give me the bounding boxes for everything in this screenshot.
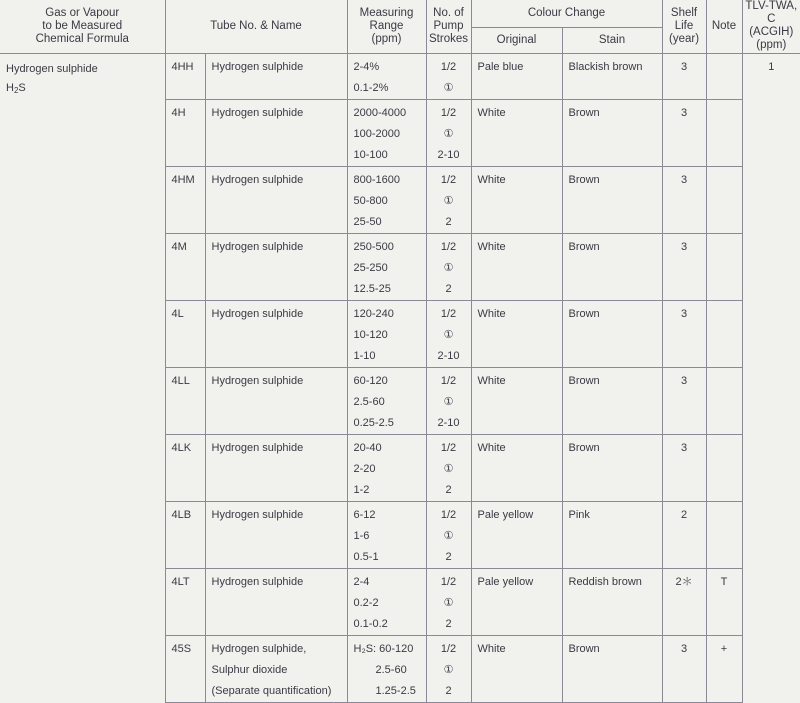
measuring-range: 800-1600 50-800 25-50 — [347, 166, 426, 233]
colour-stain: Brown — [562, 99, 662, 166]
note — [706, 367, 742, 434]
pump-strokes: 1/2 ① 2 — [426, 166, 471, 233]
tube-name: Hydrogen sulphide — [205, 300, 347, 367]
header-gas: Gas or Vapour to be Measured Chemical Formula — [0, 0, 165, 53]
note — [706, 99, 742, 166]
table-row — [0, 53, 800, 99]
tube-number: 4HM — [165, 166, 205, 233]
tube-name: Hydrogen sulphide — [205, 367, 347, 434]
shelf-life: 2＊ — [662, 568, 706, 635]
shelf-life: 2 — [662, 501, 706, 568]
tube-number: 4LB — [165, 501, 205, 568]
tube-name: Hydrogen sulphide — [205, 53, 347, 99]
colour-stain: Brown — [562, 233, 662, 300]
pump-strokes: 1/2 ① 2 — [426, 434, 471, 501]
colour-stain: Brown — [562, 635, 662, 702]
measuring-range: 2000-4000 100-2000 10-100 — [347, 99, 426, 166]
colour-stain: Reddish brown — [562, 568, 662, 635]
tube-number: 4H — [165, 99, 205, 166]
measuring-range: 20-40 2-20 1-2 — [347, 434, 426, 501]
header-strokes: No. of Pump Strokes — [426, 0, 471, 53]
colour-original: White — [471, 367, 562, 434]
measuring-range: 120-240 10-120 1-10 — [347, 300, 426, 367]
colour-original: White — [471, 635, 562, 702]
measuring-range: 250-500 25-250 12.5-25 — [347, 233, 426, 300]
shelf-life: 3 — [662, 99, 706, 166]
tube-name: Hydrogen sulphide — [205, 99, 347, 166]
colour-original: Pale blue — [471, 53, 562, 99]
tube-name: Hydrogen sulphide — [205, 434, 347, 501]
colour-stain: Brown — [562, 434, 662, 501]
gas-formula: $H_2S$ — [6, 81, 26, 95]
note — [706, 501, 742, 568]
colour-original: White — [471, 300, 562, 367]
pump-strokes: 1/2 ① 2 — [426, 233, 471, 300]
header-note: Note — [706, 0, 742, 53]
shelf-life: 3 — [662, 635, 706, 702]
shelf-life: 3 — [662, 53, 706, 99]
tube-name: Hydrogen sulphide — [205, 233, 347, 300]
header-tlv: TLV-TWA, C (ACGIH) (ppm) — [742, 0, 800, 53]
shelf-life: 3 — [662, 367, 706, 434]
colour-original: White — [471, 434, 562, 501]
tube-number: 4LT — [165, 568, 205, 635]
tube-number: 4HH — [165, 53, 205, 99]
tlv-cell — [742, 53, 800, 702]
colour-stain: Pink — [562, 501, 662, 568]
tube-number: 4LL — [165, 367, 205, 434]
note: + — [706, 635, 742, 702]
pump-strokes: 1/2 ① 2 — [426, 635, 471, 702]
measuring-range: 2-4 0.2-2 0.1-0.2 — [347, 568, 426, 635]
colour-stain: Brown — [562, 367, 662, 434]
header-original: Original — [471, 27, 562, 53]
shelf-life: 3 — [662, 300, 706, 367]
note — [706, 434, 742, 501]
measuring-range: H₂S: 60-120 2.5-60 1.25-2.5 — [347, 635, 426, 702]
pump-strokes: 1/2 ① 2-10 — [426, 99, 471, 166]
colour-stain: Blackish brown — [562, 53, 662, 99]
gas-cell — [0, 53, 165, 702]
note — [706, 300, 742, 367]
tube-number: 4L — [165, 300, 205, 367]
header-colour-change: Colour Change — [471, 0, 662, 27]
note — [706, 233, 742, 300]
colour-original: White — [471, 233, 562, 300]
pump-strokes: 1/2 ① 2-10 — [426, 367, 471, 434]
header-stain: Stain — [562, 27, 662, 53]
measuring-range: 2-4% 0.1-2% — [347, 53, 426, 99]
colour-original: Pale yellow — [471, 501, 562, 568]
measuring-range: 6-12 1-6 0.5-1 — [347, 501, 426, 568]
shelf-life: 3 — [662, 434, 706, 501]
tube-name: Hydrogen sulphide, Sulphur dioxide (Separate quantification) — [205, 635, 347, 702]
pump-strokes: 1/2 ① 2 — [426, 501, 471, 568]
shelf-life: 3 — [662, 166, 706, 233]
colour-original: White — [471, 99, 562, 166]
colour-stain: Brown — [562, 166, 662, 233]
tube-name: Hydrogen sulphide — [205, 568, 347, 635]
shelf-life: 3 — [662, 233, 706, 300]
gas-name: Hydrogen sulphide — [6, 62, 98, 75]
header-range: Measuring Range (ppm) — [347, 0, 426, 53]
colour-original: White — [471, 166, 562, 233]
tlv-value: 1 — [768, 60, 775, 73]
colour-original: Pale yellow — [471, 568, 562, 635]
tube-number: 4M — [165, 233, 205, 300]
tube-name: Hydrogen sulphide — [205, 166, 347, 233]
header-shelf-life: Shelf Life (year) — [662, 0, 706, 53]
header-tube: Tube No. & Name — [165, 0, 347, 53]
pump-strokes: 1/2 ① 2-10 — [426, 300, 471, 367]
note — [706, 53, 742, 99]
tube-number: 45S — [165, 635, 205, 702]
note: T — [706, 568, 742, 635]
note — [706, 166, 742, 233]
pump-strokes: 1/2 ① — [426, 53, 471, 99]
measuring-range: 60-120 2.5-60 0.25-2.5 — [347, 367, 426, 434]
tube-number: 4LK — [165, 434, 205, 501]
pump-strokes: 1/2 ① 2 — [426, 568, 471, 635]
colour-stain: Brown — [562, 300, 662, 367]
tube-name: Hydrogen sulphide — [205, 501, 347, 568]
